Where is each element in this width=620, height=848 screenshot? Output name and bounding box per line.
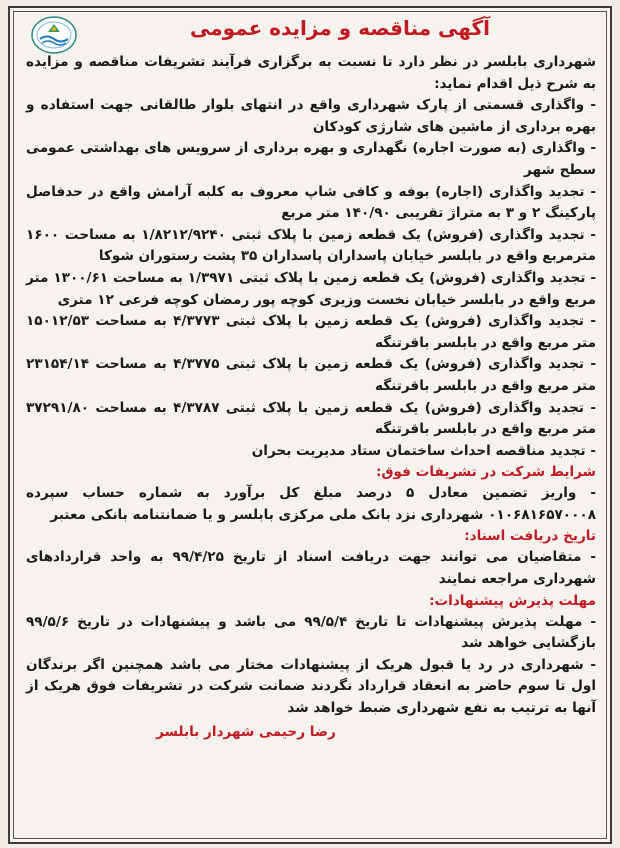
section-heading-conditions: شرایط شرکت در تشریفات فوق: [375,464,596,481]
section-heading-documents-date: تاریخ دریافت اسناد: [464,528,596,545]
section-body-deadline: - مهلت پذیرش پیشنهادات تا تاریخ ۹۹/۵/۴ می باشد و پیشنهادات در تاریخ ۹۹/۵/۶ بازگشایی خواهد شد [26,613,596,652]
list-item: - تجدید واگذاری (فروش) یک قطعه زمین با پلاک ثبتی ۴/۳۷۷۵ به مساحت ۲۳۱۵۴/۱۴ متر مربع واقع در بابلسر باقرتنگه [26,356,596,394]
list-item: - واگذاری قسمتی از پارک شهرداری واقع در انتهای بلوار طالقانی جهت استفاده و بهره برداری از ماشین های شارژی کودکان [26,97,596,135]
signature: رضا رحیمی شهردار بابلسر [156,723,336,740]
intro-paragraph: شهرداری بابلسر در نظر دارد تا نسبت به برگزاری فرآیند تشریفات مناقصه و مزایده به شرح ذیل اقدام نماید: [26,54,596,92]
list-item: - تجدید واگذاری (فروش) یک قطعه زمین با پلاک ثبتی ۱/۳۹۷۱ به مساحت ۱۳۰۰/۶۱ متر مربع واقع در بابلسر خیابان نخست وزیری کوچه پور رمضان کوچه فرعی ۱۲ متری [26,269,596,308]
closing-paragraph: - شهرداری در رد یا قبول هریک از پیشنهادات مختار می باشد همچنین اگر برندگان اول تا سوم حاضر به انعقاد قرارداد نگردند ضمانت شرکت در تشریفات فوق هریک از آنها به ترتیب به نفع شهرداری ضبط خواهد شد [26,656,596,717]
babol-municipality-logo-icon [28,14,80,56]
list-item: - تجدید واگذاری (فروش) یک قطعه زمین با پلاک ثبتی ۴/۳۷۷۳ به مساحت ۱۵۰۱۲/۵۳ متر مربع واقع در بابلسر باقرتنگه [26,313,596,351]
section-body-conditions: - واریز تضمین معادل ۵ درصد مبلغ کل برآورد به شماره حساب سپرده ۰۱۰۶۸۱۶۵۷۰۰۰۸ شهرداری نزد بانک ملی مرکزی بابلسر و یا ضمانتنامه بانکی معتبر [26,485,596,523]
section-body-documents-date: - متقاضیان می توانند جهت دریافت اسناد از تاریخ ۹۹/۴/۲۵ به واحد قراردادهای شهرداری مراجعه نمایند [26,549,597,588]
list-item: - تجدید واگذاری (فروش) یک قطعه زمین با پلاک ثبتی ۴/۳۷۸۷ به مساحت ۳۷۲۹۱/۸۰ متر مربع واقع در بابلسر باقرتنگه [26,399,596,438]
list-item: - تجدید مناقصه احداث ساختمان ستاد مدیریت بحران [251,442,596,459]
list-item: - تجدید واگذاری (اجاره) بوفه و کافی شاپ معروف به کلبه آرامش واقع در حدفاصل پارکینگ ۲ و ۳ به متراژ تقریبی ۱۴۰/۹۰ متر مربع [26,183,596,222]
list-item: - تجدید واگذاری (فروش) یک قطعه زمین با پلاک ثبتی ۱/۸۲۱۲/۹۲۴۰ به مساحت ۱۶۰۰ مترمربع واقع در بابلسر خیابان پاسداران پاسداران ۳۵ پشت رستوران شوکا [26,226,596,265]
list-item: - واگذاری (به صورت اجاره) نگهداری و بهره برداری از سرویس های بهداشتی عمومی سطح شهر [26,140,596,178]
section-heading-deadline: مهلت پذیرش پیشنهادات: [429,592,596,609]
notice-frame [8,6,612,844]
notice-title: آگهی مناقصه و مزایده عمومی [190,16,490,40]
notice-body [26,52,596,743]
